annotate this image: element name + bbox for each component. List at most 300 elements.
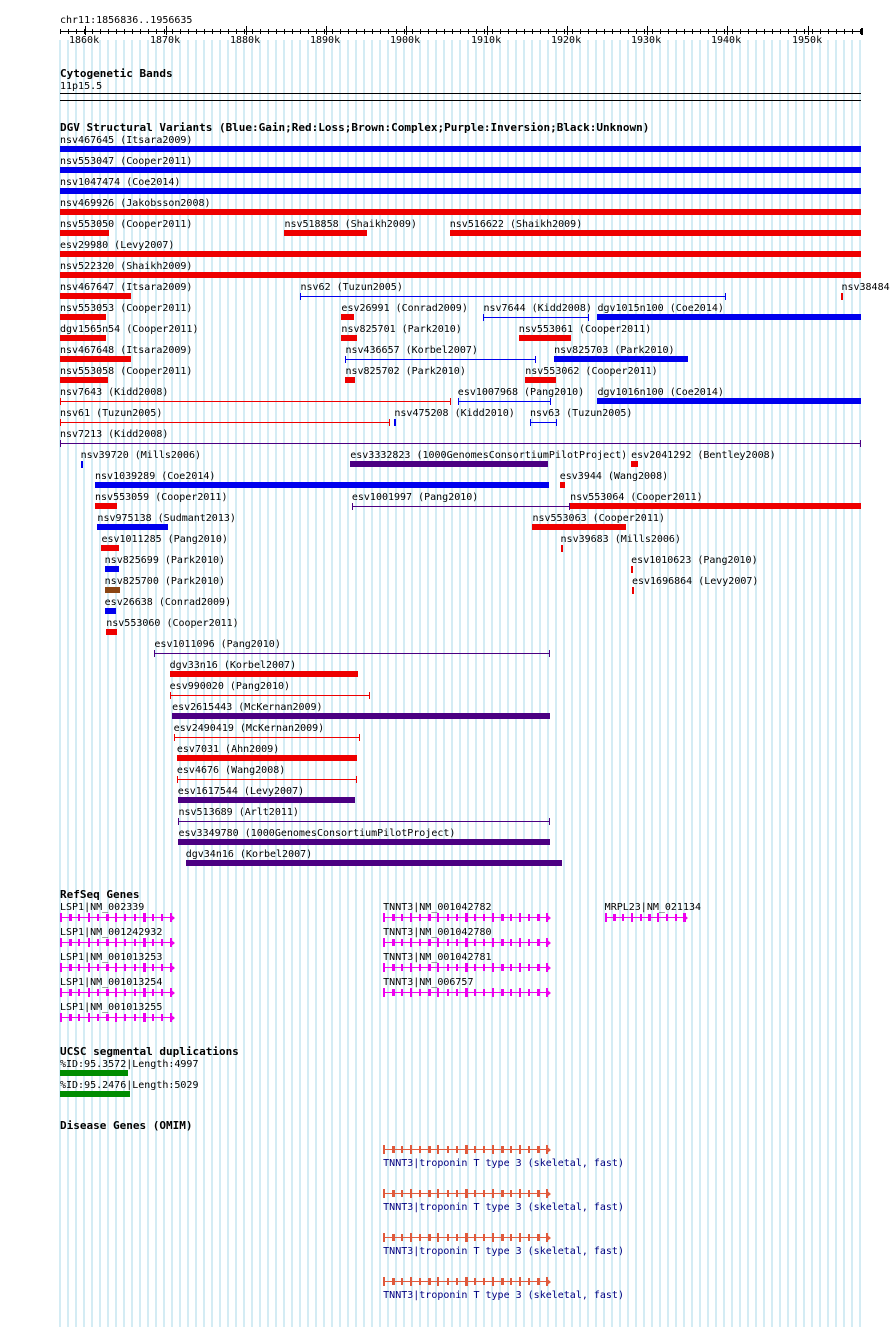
ruler-minor-tick <box>388 29 389 34</box>
refseq-gene-exon <box>106 939 109 946</box>
dgv-feature-line[interactable] <box>530 422 556 423</box>
dgv-feature-line[interactable] <box>352 506 570 507</box>
dgv-feature-label: nsv522320 (Shaikh2009) <box>60 261 193 272</box>
refseq-gene-exon <box>152 939 154 946</box>
dgv-feature-bar[interactable] <box>60 146 861 152</box>
refseq-gene-exon <box>60 938 62 947</box>
dgv-feature-label: dgv33n16 (Korbel2007) <box>169 660 297 671</box>
refseq-gene-intron[interactable] <box>60 1017 174 1018</box>
ruler-minor-tick <box>404 29 405 34</box>
ruler-minor-tick <box>204 29 205 34</box>
dgv-feature-label: esv2041292 (Bentley2008) <box>631 450 776 461</box>
ruler-minor-tick <box>268 29 269 34</box>
ruler-major-tick <box>808 26 809 35</box>
cytobands-title: Cytogenetic Bands <box>60 67 173 80</box>
ruler-minor-tick <box>92 29 93 34</box>
refseq-gene-exon <box>640 914 642 921</box>
ruler-minor-tick <box>252 29 253 34</box>
dgv-feature-label: dgv1565n54 (Cooper2011) <box>60 324 199 335</box>
dgv-feature-label: nsv467647 (Itsara2009) <box>60 282 193 293</box>
dgv-feature-bar[interactable] <box>60 293 131 299</box>
refseq-gene-exon <box>410 988 412 997</box>
ruler-minor-tick <box>852 29 853 34</box>
dgv-feature-bar[interactable] <box>450 230 861 236</box>
dgv-feature-end-tick <box>632 566 633 573</box>
omim-gene-exon <box>519 1145 521 1154</box>
dgv-feature-bar[interactable] <box>341 314 354 320</box>
dgv-feature-start-tick <box>60 398 61 405</box>
refseq-gene-exon <box>675 914 677 921</box>
ruler-minor-tick <box>572 29 573 34</box>
omim-gene-exon <box>519 1277 521 1286</box>
dgv-feature-bar[interactable] <box>560 482 565 488</box>
refseq-gene-exon <box>510 939 512 946</box>
dgv-feature-label: nsv825700 (Park2010) <box>104 576 226 587</box>
dgv-feature-bar[interactable] <box>597 314 861 320</box>
ruler-minor-tick <box>60 29 61 34</box>
ruler-minor-tick <box>700 29 701 34</box>
dgv-feature-bar[interactable] <box>170 671 359 677</box>
cytoband-label: 11p15.5 <box>60 81 103 92</box>
dgv-feature-bar[interactable] <box>97 524 168 530</box>
omim-gene-exon <box>410 1145 412 1154</box>
ruler-minor-tick <box>788 29 789 34</box>
refseq-gene-label: LSP1|NM_001242932 <box>60 927 163 938</box>
refseq-gene-exon <box>657 913 659 922</box>
dgv-feature-line[interactable] <box>483 317 588 318</box>
omim-gene-label: TNNT3|troponin T type 3 (skeletal, fast) <box>383 1290 624 1301</box>
refseq-gene-exon <box>97 1014 99 1021</box>
ruler-major-tick <box>246 26 247 35</box>
omim-gene-exon <box>465 1145 468 1154</box>
refseq-gene-exon <box>143 963 146 972</box>
omim-gene-exon <box>483 1146 485 1153</box>
refseq-gene-exon <box>474 914 476 921</box>
ruler-minor-tick <box>380 29 381 34</box>
dgv-feature-label: nsv63 (Tuzun2005) <box>530 408 633 419</box>
segdup-bar[interactable] <box>60 1091 130 1097</box>
omim-gene-exon <box>510 1190 512 1197</box>
refseq-gene-exon <box>88 963 90 972</box>
dgv-feature-bar[interactable] <box>177 755 357 761</box>
dgv-feature-line[interactable] <box>178 821 550 822</box>
refseq-gene-exon <box>134 989 136 996</box>
dgv-feature-bar[interactable] <box>525 377 555 383</box>
refseq-gene-exon <box>666 914 668 921</box>
refseq-gene-label: LSP1|NM_002339 <box>60 902 145 913</box>
ruler-minor-tick <box>588 29 589 34</box>
dgv-feature-bar[interactable] <box>172 713 550 719</box>
dgv-feature-end-tick <box>588 314 589 321</box>
refseq-gene-exon <box>528 939 530 946</box>
refseq-gene-exon <box>152 1014 154 1021</box>
dgv-feature-start-tick <box>177 776 178 783</box>
dgv-feature-bar[interactable] <box>350 461 548 467</box>
ruler-minor-tick <box>236 29 237 34</box>
segdup-bar[interactable] <box>60 1070 128 1076</box>
dgv-feature-bar[interactable] <box>60 314 106 320</box>
ruler-minor-tick <box>596 29 597 34</box>
ruler-major-tick <box>85 26 86 35</box>
refseq-gene-exon <box>401 914 403 921</box>
dgv-feature-bar[interactable] <box>60 167 861 173</box>
dgv-feature-label: nsv39720 (Mills2006) <box>80 450 201 461</box>
dgv-feature-label: esv3349780 (1000GenomesConsortiumPilotProject) <box>178 828 456 839</box>
dgv-feature-bar[interactable] <box>105 587 120 593</box>
dgv-feature-bar[interactable] <box>60 272 861 278</box>
refseq-gene-strand-arrow <box>683 914 688 922</box>
dgv-feature-line[interactable] <box>60 443 861 444</box>
refseq-gene-exon <box>419 964 421 971</box>
refseq-gene-exon <box>419 939 421 946</box>
omim-gene-exon <box>492 1277 494 1286</box>
dgv-feature-bar[interactable] <box>60 356 131 362</box>
dgv-feature-bar[interactable] <box>570 503 861 509</box>
refseq-gene-exon <box>78 989 80 996</box>
omim-gene-exon <box>392 1278 395 1285</box>
dgv-feature-bar[interactable] <box>532 524 626 530</box>
refseq-gene-exon <box>465 988 468 997</box>
refseq-gene-exon <box>437 963 439 972</box>
refseq-gene-exon <box>97 964 99 971</box>
refseq-gene-exon <box>134 939 136 946</box>
omim-gene-exon <box>410 1277 412 1286</box>
refseq-gene-exon <box>106 989 109 996</box>
omim-gene-exon <box>537 1278 540 1285</box>
refseq-gene-exon <box>78 914 80 921</box>
ruler-minor-tick <box>772 29 773 34</box>
refseq-gene-exon <box>69 1014 72 1021</box>
omim-gene-exon <box>510 1234 512 1241</box>
refseq-gene-exon <box>483 964 485 971</box>
dgv-feature-bar[interactable] <box>95 482 549 488</box>
dgv-feature-bar[interactable] <box>284 230 367 236</box>
dgv-feature-end-tick <box>535 356 536 363</box>
ruler-minor-tick <box>460 29 461 34</box>
ruler-minor-tick <box>292 29 293 34</box>
ruler-minor-tick <box>436 29 437 34</box>
omim-gene-exon <box>519 1233 521 1242</box>
refseq-gene-exon <box>124 914 126 921</box>
dgv-feature-end-tick <box>450 398 451 405</box>
ruler-minor-tick <box>348 29 349 34</box>
dgv-feature-bar[interactable] <box>178 839 550 845</box>
refseq-gene-intron[interactable] <box>60 917 174 918</box>
dgv-feature-bar[interactable] <box>106 629 117 635</box>
ruler-minor-tick <box>372 29 373 34</box>
refseq-gene-exon <box>97 914 99 921</box>
refseq-gene-exon <box>537 964 540 971</box>
refseq-gene-exon <box>383 913 385 922</box>
omim-gene-exon <box>474 1234 476 1241</box>
ruler-minor-tick <box>132 29 133 34</box>
refseq-gene-exon <box>483 914 485 921</box>
ruler-major-tick <box>406 26 407 35</box>
refseq-gene-strand-arrow <box>546 964 551 972</box>
refseq-gene-exon <box>115 1013 117 1022</box>
ruler-minor-tick <box>212 29 213 34</box>
refseq-gene-strand-arrow <box>170 964 175 972</box>
ruler-minor-tick <box>356 29 357 34</box>
refseq-gene-exon <box>401 989 403 996</box>
dgv-feature-label: nsv975138 (Sudmant2013) <box>97 513 236 524</box>
ruler-minor-tick <box>364 29 365 34</box>
omim-gene-exon <box>447 1278 449 1285</box>
refseq-gene-exon <box>78 964 80 971</box>
refseq-gene-exon <box>392 939 395 946</box>
omim-gene-exon <box>447 1146 449 1153</box>
dgv-feature-bar[interactable] <box>60 230 109 236</box>
dgv-feature-label: nsv553050 (Cooper2011) <box>60 219 193 230</box>
refseq-gene-exon <box>69 989 72 996</box>
ruler-minor-tick <box>612 29 613 34</box>
omim-gene-exon <box>510 1278 512 1285</box>
dgv-feature-line[interactable] <box>170 695 370 696</box>
omim-gene-exon <box>528 1190 530 1197</box>
refseq-gene-exon <box>437 913 439 922</box>
refseq-gene-exon <box>134 914 136 921</box>
refseq-gene-exon <box>447 964 449 971</box>
omim-gene-exon <box>483 1190 485 1197</box>
refseq-gene-exon <box>456 914 458 921</box>
dgv-feature-bar[interactable] <box>554 356 688 362</box>
refseq-gene-intron[interactable] <box>60 942 174 943</box>
omim-gene-exon <box>437 1189 439 1198</box>
dgv-feature-bar[interactable] <box>186 860 562 866</box>
dgv-feature-end-tick <box>860 440 861 447</box>
refseq-gene-exon <box>60 963 62 972</box>
ruler-minor-tick <box>708 29 709 34</box>
refseq-gene-exon <box>622 914 624 921</box>
dgv-feature-start-tick <box>352 503 353 510</box>
dgv-feature-label: dgv34n16 (Korbel2007) <box>185 849 313 860</box>
dgv-feature-label: nsv513689 (Arlt2011) <box>178 807 299 818</box>
refseq-gene-exon <box>483 939 485 946</box>
omim-gene-exon <box>519 1189 521 1198</box>
refseq-gene-exon <box>492 963 494 972</box>
dgv-feature-start-tick <box>458 398 459 405</box>
omim-gene-exon <box>537 1190 540 1197</box>
ruler-minor-tick <box>692 29 693 34</box>
ruler-tick-label: 1860k <box>69 35 100 46</box>
dgv-feature-label: nsv553059 (Cooper2011) <box>95 492 228 503</box>
omim-gene-exon <box>383 1277 385 1286</box>
dgv-feature-bar[interactable] <box>60 335 106 341</box>
ruler-minor-tick <box>780 29 781 34</box>
dgv-feature-label: dgv1016n100 (Coe2014) <box>597 387 724 398</box>
omim-gene-exon <box>492 1189 494 1198</box>
dgv-feature-label: esv990020 (Pang2010) <box>169 681 291 692</box>
dgv-feature-end-tick <box>562 545 563 552</box>
refseq-gene-strand-arrow <box>546 939 551 947</box>
refseq-gene-exon <box>419 914 421 921</box>
dgv-feature-line[interactable] <box>345 359 535 360</box>
dgv-feature-label: nsv553060 (Cooper2011) <box>106 618 239 629</box>
dgv-feature-start-tick <box>178 818 179 825</box>
ruler-minor-tick <box>796 29 797 34</box>
dgv-feature-line[interactable] <box>174 737 360 738</box>
dgv-feature-start-tick <box>530 419 531 426</box>
ruler-minor-tick <box>220 29 221 34</box>
dgv-feature-end-tick <box>82 461 83 468</box>
refseq-gene-exon <box>437 988 439 997</box>
ruler-minor-tick <box>748 29 749 34</box>
dgv-feature-bar[interactable] <box>60 209 861 215</box>
ruler-minor-tick <box>100 29 101 34</box>
dgv-feature-bar[interactable] <box>95 503 117 509</box>
refseq-gene-label: TNNT3|NM_001042782 <box>383 902 492 913</box>
refseq-gene-exon <box>106 914 109 921</box>
ruler-major-tick <box>326 26 327 35</box>
refseq-title: RefSeq Genes <box>60 888 140 901</box>
refseq-gene-exon <box>492 913 494 922</box>
dgv-feature-label: esv1001997 (Pang2010) <box>351 492 479 503</box>
refseq-gene-exon <box>161 939 163 946</box>
ruler-minor-tick <box>228 29 229 34</box>
refseq-gene-label: TNNT3|NM_006757 <box>383 977 474 988</box>
ruler-minor-tick <box>652 29 653 34</box>
ruler-minor-tick <box>308 29 309 34</box>
omim-gene-exon <box>537 1234 540 1241</box>
refseq-gene-exon <box>410 938 412 947</box>
refseq-gene-exon <box>447 939 449 946</box>
dgv-feature-label: nsv39683 (Mills2006) <box>560 534 681 545</box>
omim-gene-exon <box>419 1278 421 1285</box>
omim-gene-exon <box>501 1190 504 1197</box>
refseq-gene-exon <box>474 989 476 996</box>
dgv-feature-bar[interactable] <box>60 251 861 257</box>
omim-gene-exon <box>392 1146 395 1153</box>
ruler-minor-tick <box>508 29 509 34</box>
dgv-feature-label: nsv7213 (Kidd2008) <box>60 429 169 440</box>
dgv-feature-bar[interactable] <box>105 566 119 572</box>
ruler-minor-tick <box>756 29 757 34</box>
dgv-feature-label: nsv553058 (Cooper2011) <box>60 366 193 377</box>
ruler-minor-tick <box>564 29 565 34</box>
ruler-minor-tick <box>516 29 517 34</box>
ruler-minor-tick <box>828 29 829 34</box>
refseq-gene-intron[interactable] <box>60 967 174 968</box>
refseq-gene-exon <box>124 964 126 971</box>
refseq-gene-exon <box>456 989 458 996</box>
ruler-major-tick <box>647 26 648 35</box>
dgv-feature-start-tick <box>300 293 301 300</box>
refseq-gene-exon <box>88 1013 90 1022</box>
dgv-feature-bar[interactable] <box>60 377 108 383</box>
dgv-feature-bar[interactable] <box>597 398 861 404</box>
dgv-feature-start-tick <box>174 734 175 741</box>
ruler-minor-tick <box>300 29 301 34</box>
ruler-minor-tick <box>500 29 501 34</box>
omim-gene-exon <box>383 1145 385 1154</box>
ruler-end-arrow <box>857 28 863 35</box>
omim-gene-exon <box>401 1278 403 1285</box>
ruler-minor-tick <box>684 29 685 34</box>
refseq-gene-exon <box>401 964 403 971</box>
refseq-gene-exon <box>115 988 117 997</box>
ruler-major-tick <box>567 26 568 35</box>
ruler-minor-tick <box>244 29 245 34</box>
ruler-minor-tick <box>396 29 397 34</box>
refseq-gene-exon <box>648 914 651 921</box>
dgv-feature-bar[interactable] <box>345 377 355 383</box>
ruler-minor-tick <box>556 29 557 34</box>
refseq-gene-exon <box>510 989 512 996</box>
ruler-minor-tick <box>476 29 477 34</box>
dgv-feature-bar[interactable] <box>631 461 637 467</box>
omim-gene-exon <box>419 1234 421 1241</box>
dgv-feature-bar[interactable] <box>105 608 116 614</box>
refseq-gene-exon <box>528 964 530 971</box>
dgv-feature-end-tick <box>356 776 357 783</box>
omim-gene-exon <box>401 1146 403 1153</box>
refseq-gene-strand-arrow <box>546 914 551 922</box>
refseq-gene-strand-arrow <box>170 989 175 997</box>
refseq-gene-exon <box>161 964 163 971</box>
dgv-feature-end-tick <box>633 587 634 594</box>
dgv-feature-bar[interactable] <box>60 188 861 194</box>
omim-gene-strand-arrow <box>546 1146 551 1154</box>
ruler-minor-tick <box>140 29 141 34</box>
dgv-feature-line[interactable] <box>60 401 451 402</box>
dgv-feature-label: nsv38484 <box>841 282 890 293</box>
dgv-feature-label: nsv436657 (Korbel2007) <box>345 345 478 356</box>
omim-gene-exon <box>437 1233 439 1242</box>
dgv-feature-label: nsv62 (Tuzun2005) <box>300 282 403 293</box>
refseq-gene-exon <box>143 1013 146 1022</box>
ruler-minor-tick <box>452 29 453 34</box>
ruler-minor-tick <box>740 29 741 34</box>
refseq-gene-exon <box>501 964 504 971</box>
omim-title: Disease Genes (OMIM) <box>60 1119 193 1132</box>
ruler-minor-tick <box>804 29 805 34</box>
dgv-feature-line[interactable] <box>300 296 725 297</box>
refseq-gene-strand-arrow <box>170 1014 175 1022</box>
dgv-feature-line[interactable] <box>177 779 357 780</box>
refseq-gene-exon <box>528 989 530 996</box>
dgv-feature-bar[interactable] <box>341 335 356 341</box>
dgv-feature-bar[interactable] <box>519 335 571 341</box>
omim-gene-label: TNNT3|troponin T type 3 (skeletal, fast) <box>383 1202 624 1213</box>
ruler-minor-tick <box>428 29 429 34</box>
omim-gene-strand-arrow <box>546 1234 551 1242</box>
refseq-gene-exon <box>161 1014 163 1021</box>
omim-gene-exon <box>537 1146 540 1153</box>
omim-gene-exon <box>501 1146 504 1153</box>
refseq-gene-exon <box>152 914 154 921</box>
refseq-gene-exon <box>465 938 468 947</box>
refseq-gene-intron[interactable] <box>60 992 174 993</box>
dgv-feature-line[interactable] <box>154 653 550 654</box>
refseq-gene-exon <box>528 914 530 921</box>
omim-gene-exon <box>383 1233 385 1242</box>
refseq-gene-exon <box>152 989 154 996</box>
dgv-feature-bar[interactable] <box>101 545 119 551</box>
dgv-feature-label: nsv553062 (Cooper2011) <box>525 366 658 377</box>
dgv-feature-line[interactable] <box>458 401 551 402</box>
refseq-gene-exon <box>106 964 109 971</box>
refseq-gene-exon <box>97 939 99 946</box>
dgv-feature-line[interactable] <box>60 422 390 423</box>
dgv-feature-label: esv2490419 (McKernan2009) <box>173 723 325 734</box>
omim-gene-exon <box>437 1145 439 1154</box>
refseq-gene-label: MRPL23|NM_021134 <box>604 902 701 913</box>
refseq-gene-exon <box>69 914 72 921</box>
refseq-gene-exon <box>492 938 494 947</box>
omim-gene-exon <box>392 1234 395 1241</box>
dgv-feature-bar[interactable] <box>178 797 355 803</box>
dgv-feature-end-tick <box>725 293 726 300</box>
